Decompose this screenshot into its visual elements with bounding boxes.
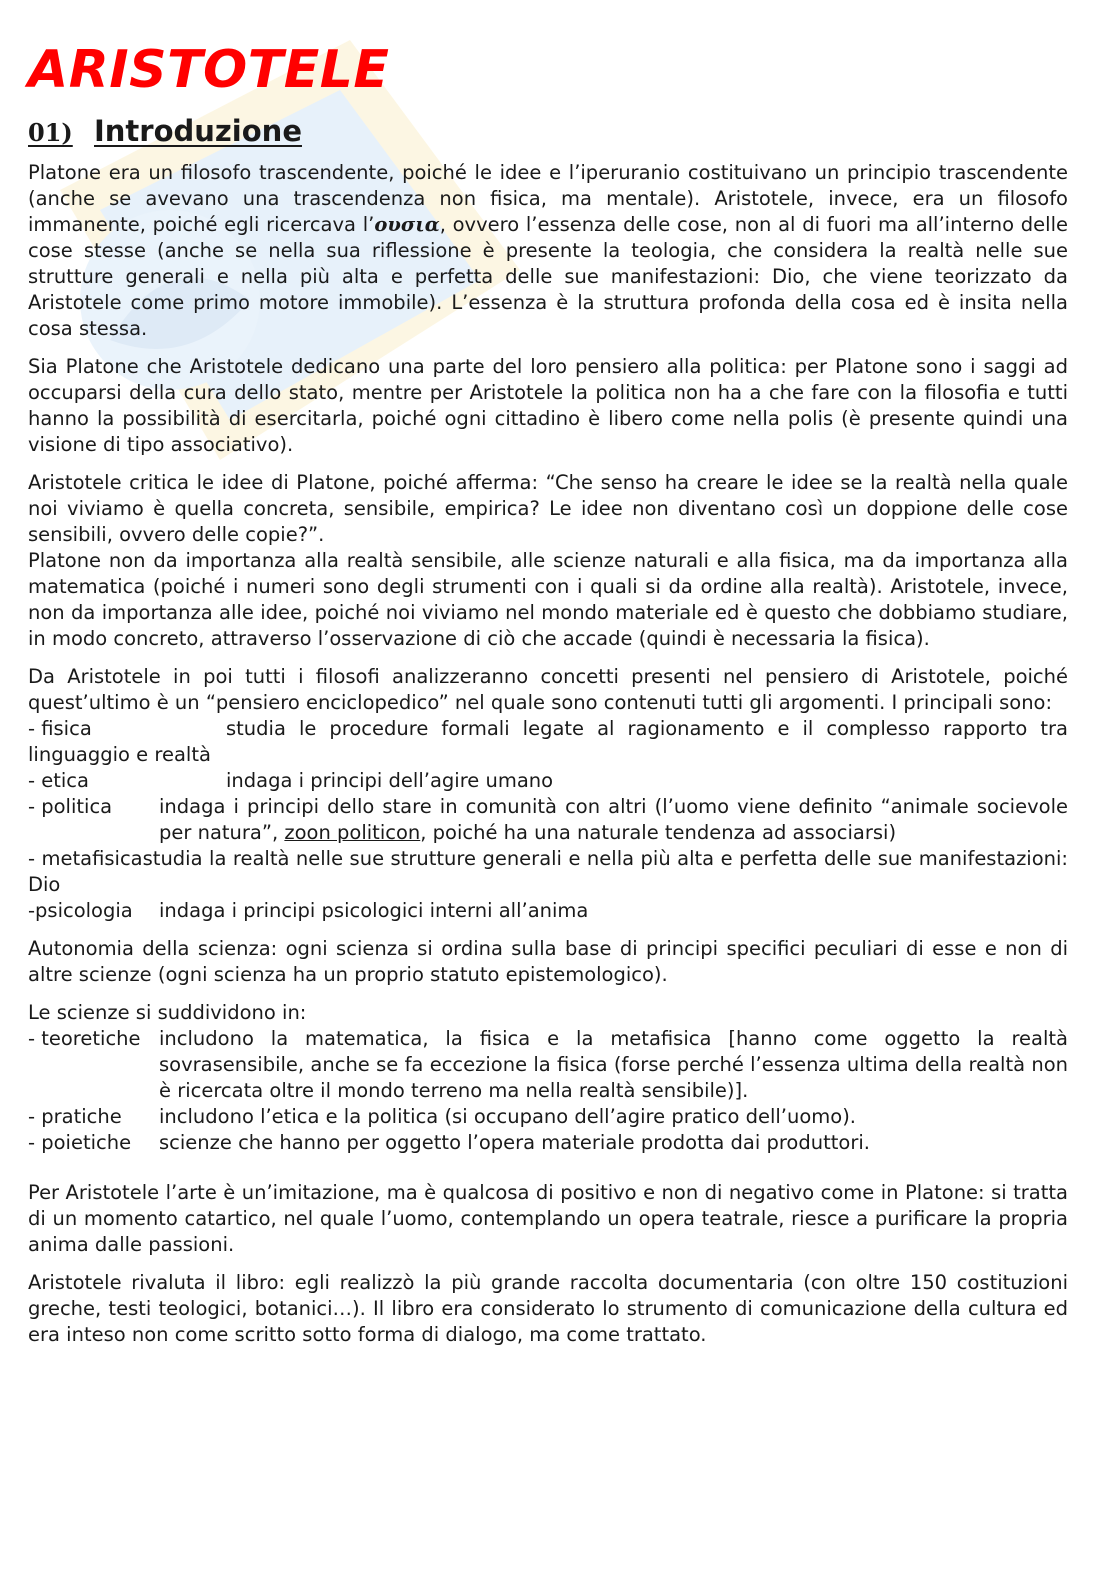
section-title: Introduzione xyxy=(94,114,302,148)
list-term: - etica xyxy=(28,769,89,792)
list-term: - fisica xyxy=(28,717,92,740)
list-desc: indaga i principi psicologici interni all’anima xyxy=(159,899,589,922)
list-item xyxy=(28,1130,1068,1156)
sciences-list xyxy=(28,1026,1068,1156)
list-term: - pratiche xyxy=(28,1105,122,1128)
zoon-politicon-term: zoon politicon xyxy=(284,821,421,844)
list-item xyxy=(28,1026,1068,1104)
list-item xyxy=(28,846,1068,898)
list-term: -psicologia xyxy=(28,899,133,922)
document-page xyxy=(28,40,1068,1360)
list-desc: scienze che hanno per oggetto l’opera materiale prodotta dai produttori. xyxy=(159,1131,870,1154)
document-title: ARISTOTELE xyxy=(28,40,390,100)
list-item xyxy=(28,768,1068,794)
greek-term: ουσια xyxy=(374,213,440,236)
paragraph-book: Aristotele rivaluta il libro: egli realizzò la più grande raccolta documentaria (con oltre 150 costituzioni greche, testi teologici, botanici…). Il libro era considerato lo strumento di comunicazione della cultura ed era inteso non come scritto sotto forma di dialogo, ma come trattato. xyxy=(28,1271,1068,1346)
list-item xyxy=(28,716,1068,768)
list-desc: includono l’etica e la politica (si occupano dell’agire pratico dell’uomo). xyxy=(159,1105,857,1128)
paragraph-immanence: Platone era un filosofo trascendente, poiché le idee e l’iperuranio costituivano un principio trascendente (anche se avevano una trascendenza non fisica, ma mentale). Aristotele, invece, era un filosofo immanente, poiché egli ricercava l’ουσια, ovvero l’essenza delle cose, non al di fuori ma all’interno delle cose stesse (anche se nella sua riflessione è presente la teologia, che considera la realtà nelle sue strutture generali e nella più alta e perfetta delle sue manifestazioni: Dio, che viene teorizzato da Aristotele come primo motore immobile). L’essenza è la struttura profonda della cosa ed è insita nella cosa stessa. xyxy=(28,161,1068,340)
paragraph-autonomy: Autonomia della scienza: ogni scienza si ordina sulla base di principi specifici peculiari di esse e non di altre scienze (ogni scienza ha un proprio statuto epistemologico). xyxy=(28,937,1068,986)
paragraph-critique: Aristotele critica le idee di Platone, poiché afferma: “Che senso ha creare le idee se la realtà nella quale noi viviamo è quella concreta, sensibile, empirica? Le idee non diventano così un doppione delle cose sensibili, ovvero delle copie?”. xyxy=(28,471,1068,546)
list-term: - poietiche xyxy=(28,1131,132,1154)
list-desc: studia la realtà nelle sue strutture generali e nella più alta e perfetta delle sue manifestazioni: Dio xyxy=(28,847,1068,896)
paragraph-sciences-intro: Le scienze si suddividono in: xyxy=(28,1001,307,1024)
paragraph-politics: Sia Platone che Aristotele dedicano una parte del loro pensiero alla politica: per Platone sono i saggi ad occuparsi della cura dello stato, mentre per Aristotele la politica non ha a che fare con la filosofia e tutti hanno la possibilità di esercitarla, poiché ogni cittadino è libero come nella polis (è presente quindi una visione di tipo associativo). xyxy=(28,355,1068,456)
paragraph-art: Per Aristotele l’arte è un’imitazione, ma è qualcosa di positivo e non di negativo come in Platone: si tratta di un momento catartico, nel quale l’uomo, contemplando un opera teatrale, riesce a purificare la propria anima dalle passioni. xyxy=(28,1181,1068,1256)
list-item xyxy=(28,1104,1068,1130)
list-term: - metafisica xyxy=(28,847,143,870)
list-item xyxy=(28,898,1068,924)
list-item xyxy=(28,794,1068,846)
topics-list xyxy=(28,716,1068,924)
section-number: 01) xyxy=(28,118,73,147)
section-heading xyxy=(28,114,1068,148)
paragraph-encyclopedic: Da Aristotele in poi tutti i filosofi analizzeranno concetti presenti nel pensiero di Aristotele, poiché quest’ultimo è un “pensiero enciclopedico” nel quale sono contenuti tutti gli argomenti. I principali sono: xyxy=(28,665,1068,714)
list-desc: indaga i principi dell’agire umano xyxy=(226,769,554,792)
list-term: - politica xyxy=(28,795,113,818)
paragraph-reality: Platone non da importanza alla realtà sensibile, alle scienze naturali e alla fisica, ma da importanza alla matematica (poiché i numeri sono degli strumenti con i quali si da ordine alla realtà). Aristotele, invece, non da importanza alle idee, poiché noi viviamo nel mondo materiale ed è questo che dobbiamo studiare, in modo concreto, attraverso l’osservazione di ciò che accade (quindi è necessaria la fisica). xyxy=(28,549,1068,650)
list-desc: studia le procedure formali legate al ragionamento e il complesso rapporto tra linguaggio e realtà xyxy=(28,717,1068,766)
list-term: - teoretiche xyxy=(28,1027,141,1050)
list-desc: indaga i principi dello stare in comunità con altri (l’uomo viene definito “animale socievole per natura”, zoon politicon, poiché ha una naturale tendenza ad associarsi) xyxy=(159,795,1068,844)
list-desc: includono la matematica, la fisica e la metafisica [hanno come oggetto la realtà sovrasensibile, anche se fa eccezione la fisica (forse perché l’essenza ultima della realtà non è ricercata oltre il mondo terreno ma nella realtà sensibile)]. xyxy=(159,1027,1068,1102)
